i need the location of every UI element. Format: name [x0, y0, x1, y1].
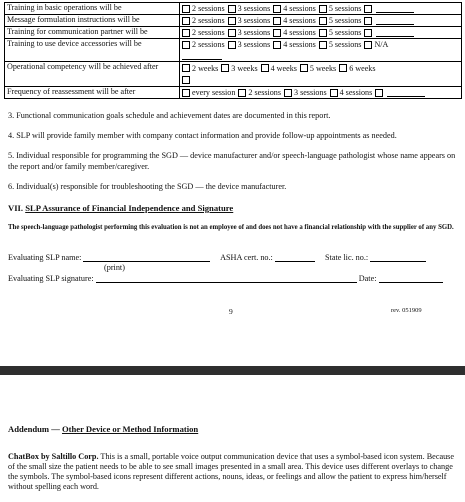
checkbox[interactable]: [273, 5, 281, 13]
section-7-title: SLP Assurance of Financial Independence and Signature: [25, 203, 234, 213]
form-row-options: [180, 87, 462, 99]
option: [228, 4, 271, 13]
chatbox-text: This is a small, portable voice output communication device that uses a symbol-based icon system. Because of the small size the patient needs to be able to see small images presented in a small area. This device uses different overlays to change the symbols. The symbol-based icons represent different actions, nouns, ideas, or feelings and allow the patient to express him/herself without spelling each word.: [8, 452, 454, 491]
checkbox[interactable]: [182, 5, 190, 13]
option-label: 2 sessions: [192, 16, 225, 25]
item-4: 4. SLP will provide family member with company contact information and provide follow-up appointments as needed.: [8, 131, 397, 140]
form-row: [5, 39, 462, 62]
asha-field[interactable]: [275, 253, 315, 262]
checkbox[interactable]: [319, 41, 327, 49]
form-row-options: [180, 3, 462, 15]
option: [182, 16, 225, 25]
other-blank[interactable]: [376, 16, 414, 25]
option-label: 4 sessions: [283, 40, 316, 49]
option-label: 4 sessions: [283, 28, 316, 37]
option-label: 3 sessions: [237, 4, 271, 13]
option: [273, 28, 316, 37]
other-blank[interactable]: [376, 28, 414, 37]
form-row-label: Frequency of reassessment will be after: [5, 87, 180, 99]
other-blank[interactable]: [376, 4, 414, 13]
state-lic-field[interactable]: [370, 253, 426, 262]
slp-signature-line: [8, 274, 443, 283]
option-label: 5 weeks: [309, 63, 337, 73]
section-7-heading: [8, 203, 233, 213]
checkbox[interactable]: [228, 41, 236, 49]
form-row: [5, 87, 462, 99]
checkbox[interactable]: [182, 29, 190, 37]
checkbox[interactable]: [228, 5, 236, 13]
option-label: 2 sessions: [192, 4, 225, 13]
checkbox[interactable]: [182, 89, 190, 97]
option-label: 3 sessions: [237, 28, 271, 37]
option: [182, 88, 235, 97]
form-row-label: Training in basic operations will be: [5, 3, 180, 15]
option-label: every session: [192, 88, 236, 97]
checkbox[interactable]: [273, 29, 281, 37]
other-checkbox[interactable]: [364, 5, 372, 13]
option-label: 4 weeks: [270, 63, 297, 73]
checkbox[interactable]: [339, 64, 347, 72]
addendum-title: Other Device or Method Information: [61, 424, 199, 434]
other-blank[interactable]: [387, 88, 425, 97]
checkbox[interactable]: [182, 64, 190, 72]
chatbox-name: ChatBox by Saltillo Corp.: [8, 452, 99, 461]
checkbox[interactable]: [238, 89, 246, 97]
option-label: 4 sessions: [339, 88, 373, 97]
checkbox[interactable]: [182, 17, 190, 25]
item-6: 6. Individual(s) responsible for troubleshooting the SGD — the device manufacturer.: [8, 182, 287, 191]
option-label: 5 sessions: [328, 4, 362, 13]
chatbox-description: [8, 452, 460, 492]
option-label: 5 sessions: [328, 28, 362, 37]
option: [261, 64, 297, 73]
checkbox[interactable]: [284, 89, 292, 97]
other-checkbox[interactable]: [364, 29, 372, 37]
signature-label: Evaluating SLP signature:: [8, 274, 94, 283]
option-label: 4 sessions: [283, 16, 316, 25]
training-schedule-table: [4, 2, 462, 99]
option-label: 5 sessions: [328, 16, 362, 25]
slp-name-field[interactable]: [83, 253, 210, 262]
option: [182, 28, 225, 37]
option-label: 2 sessions: [192, 28, 225, 37]
option-label: 6 weeks: [349, 63, 376, 73]
option-label: 4 sessions: [283, 4, 316, 13]
other-checkbox[interactable]: [182, 76, 190, 84]
form-row-options: [180, 39, 462, 62]
checkbox[interactable]: [182, 41, 190, 49]
checkbox[interactable]: [319, 29, 327, 37]
print-label: (print): [104, 263, 125, 272]
form-row-options: [180, 62, 462, 87]
page-number: 9: [229, 307, 233, 316]
option-label: 2 sessions: [248, 88, 281, 97]
option: [319, 40, 362, 49]
form-row: [5, 15, 462, 27]
other-checkbox[interactable]: [375, 89, 383, 97]
option: [182, 40, 225, 49]
option: [284, 88, 327, 97]
item-5: 5. Individual responsible for programming the SGD — device manufacturer and/or speech-language pathologist whose name appears on the report and/or family member/caregiver.: [8, 151, 456, 171]
checkbox[interactable]: [273, 41, 281, 49]
addendum-prefix: Addendum —: [8, 424, 60, 434]
item-3: 3. Functional communication goals schedule and achievement dates are documented in this report.: [8, 111, 331, 120]
date-label: Date:: [358, 274, 377, 283]
other-blank[interactable]: [182, 51, 222, 60]
option: [319, 16, 362, 25]
option: [228, 28, 271, 37]
checkbox[interactable]: [364, 41, 372, 49]
addendum-heading: [8, 424, 198, 434]
form-row-label: Operational competency will be achieved after: [5, 62, 180, 87]
option-label: 3 sessions: [294, 88, 327, 97]
signature-field[interactable]: [96, 274, 357, 283]
checkbox[interactable]: [273, 17, 281, 25]
option: [339, 64, 375, 73]
slp-name-label: Evaluating SLP name:: [8, 253, 82, 262]
option: [228, 40, 271, 49]
section-7-number: VII.: [8, 203, 24, 213]
form-row-label: Message formulation instructions will be: [5, 15, 180, 27]
financial-independence-note: The speech-language pathologist performing this evaluation is not an employee of and does not have a financial relationship with the supplier of any SGD.: [8, 224, 454, 231]
option: [300, 64, 336, 73]
page-divider: [0, 366, 465, 375]
option: [182, 64, 218, 73]
option-label: 2 weeks: [192, 63, 219, 73]
form-row-label: Training to use device accessories will be: [5, 39, 180, 62]
checkbox[interactable]: [261, 64, 269, 72]
other-checkbox[interactable]: [364, 17, 372, 25]
date-field[interactable]: [379, 274, 443, 283]
form-row-options: [180, 27, 462, 39]
state-lic-label: State lic. no.:: [324, 253, 369, 262]
option-label: 3 sessions: [237, 16, 271, 25]
checkbox[interactable]: [228, 29, 236, 37]
option-label: 3 sessions: [237, 40, 271, 49]
option: [182, 4, 225, 13]
option-label: 3 weeks: [231, 63, 258, 73]
option: [319, 28, 362, 37]
option-label: 2 sessions: [192, 40, 225, 49]
option: [364, 40, 388, 49]
form-row-options: [180, 15, 462, 27]
option: [238, 88, 281, 97]
option: [273, 40, 316, 49]
option: [221, 64, 257, 73]
checkbox[interactable]: [319, 17, 327, 25]
form-row-label: Training for communication partner will be: [5, 27, 180, 39]
checkbox[interactable]: [300, 64, 308, 72]
form-row: [5, 27, 462, 39]
revision-code: rev. 051909: [391, 307, 422, 314]
option: [273, 16, 316, 25]
slp-name-line: [8, 253, 426, 262]
form-row: [5, 3, 462, 15]
checkbox[interactable]: [319, 5, 327, 13]
option: [228, 16, 271, 25]
checkbox[interactable]: [330, 89, 338, 97]
option-label: 5 sessions: [328, 40, 362, 49]
asha-label: ASHA cert. no.:: [220, 253, 273, 262]
checkbox[interactable]: [221, 64, 229, 72]
form-row: [5, 62, 462, 87]
option: [273, 4, 316, 13]
option-label: N/A: [374, 40, 389, 49]
option: [330, 88, 373, 97]
checkbox[interactable]: [228, 17, 236, 25]
option: [319, 4, 362, 13]
